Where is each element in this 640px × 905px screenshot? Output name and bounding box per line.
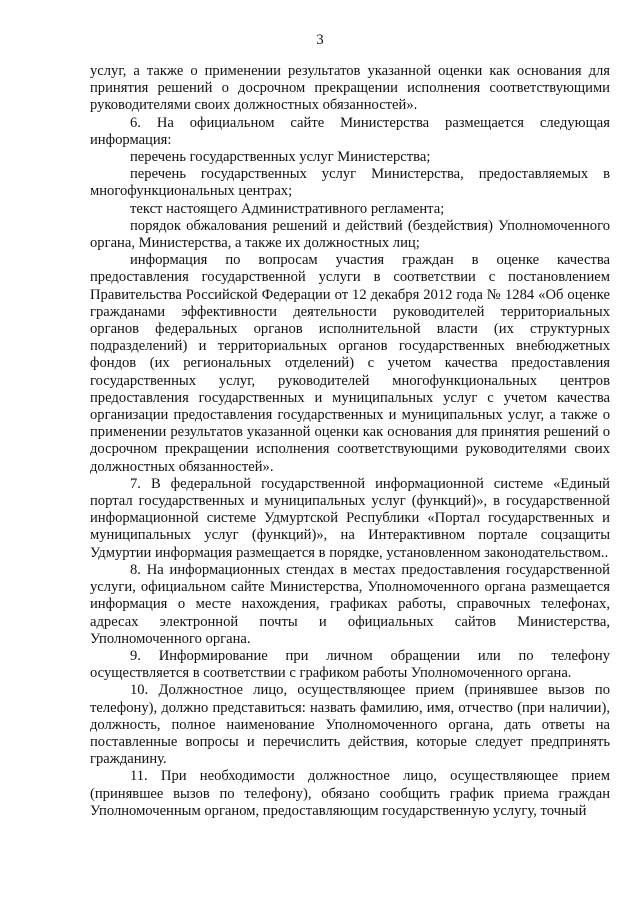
list-item: текст настоящего Административного регламента; (130, 200, 445, 217)
list-item: перечень государственных услуг Министерства, предоставляемых в многофункциональных центрах; (90, 166, 610, 200)
paragraph-item-8: 8. На информационных стендах в местах предоставления государственной услуги, официальном сайте Министерства, Уполномоченного органа размещается информация о месте нахождения, графиках работы, справочных телефонах, адресах электронной почты и официальных сайтов Министерства, Уполномоченного органа. (90, 561, 610, 647)
paragraph-continuation: услуг, а также о применении результатов указанной оценки как основания для принятия решений о досрочном прекращении исполнения соответствующими руководителями своих должностных обязанностей». (90, 63, 610, 114)
document-body (90, 63, 610, 820)
paragraph-item-6: 6. На официальном сайте Министерства размещается следующая информация: (90, 114, 610, 148)
paragraph-item-10: 10. Должностное лицо, осуществляющее прием (принявшее вызов по телефону), должно представиться: назвать фамилию, имя, отчество (при наличии), должность, полное наименование Уполномоченного органа, дать ответы на поставленные вопросы и перечислить действия, которые следует предпринять гражданину. (90, 682, 610, 768)
paragraph-item-7: 7. В федеральной государственной информационной системе «Единый портал государственных и муниципальных услуг (функций)», в государственной информационной системе Удмуртской Республики «Портал государственных и муниципальных услуг (функций)», на Интерактивном портале соцзащиты Удмуртии информация размещается в порядке, установленном законодательством.. (90, 475, 610, 561)
paragraph-item-11: 11. При необходимости должностное лицо, осуществляющее прием (принявшее вызов по телефону), обязано сообщить график приема граждан Уполномоченным органом, предоставляющим государственную услугу, точный (90, 768, 610, 819)
list-item: порядок обжалования решений и действий (бездействия) Уполномоченного органа, Министерства, а также их должностных лиц; (90, 217, 610, 252)
list-item: информация по вопросам участия граждан в оценке качества предоставления государственной услуги в соответствии с постановлением Правительства Российской Федерации от 12 декабря 2012 года № 1284 «Об оценке гражданами эффективности деятельности руководителей территориальных органов федеральных органов исполнительной власти (их структурных подразделений) и территориальных органов государственных внебюджетных фондов (их региональных отделений) с учетом качества предоставления государственных услуг, руководителей многофункциональных центров предоставления государственных и муниципальных услуг с учетом качества организации предоставления государственных и муниципальных услуг, а также о применении результатов указанной оценки как основания для принятия решений о досрочном прекращении исполнения соответствующими руководителями своих должностных обязанностей». (90, 252, 610, 475)
paragraph-item-9: 9. Информирование при личном обращении или по телефону осуществляется в соответствии с графиком работы Уполномоченного органа. (90, 647, 610, 682)
list-item: перечень государственных услуг Министерства; (130, 149, 431, 166)
page-number: 3 (316, 32, 324, 48)
